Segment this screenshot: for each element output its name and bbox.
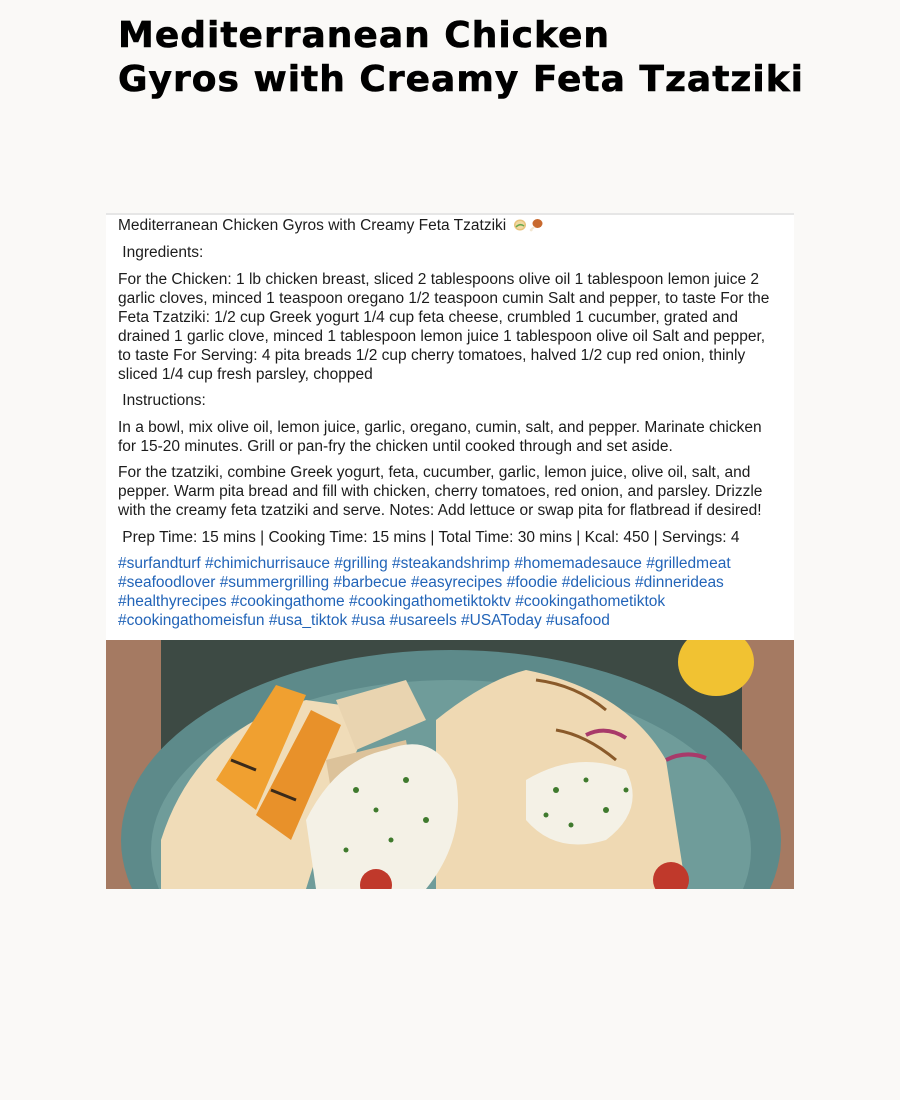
page-title [118, 14, 818, 102]
gyros-photo-illustration [106, 640, 794, 889]
hashtag-link[interactable]: #surfandturf [118, 555, 201, 572]
hashtag-link[interactable]: #steakandshrimp [392, 555, 511, 572]
hashtag-link[interactable]: #usa_tiktok [268, 612, 348, 629]
hashtag-link[interactable]: #USAToday [461, 612, 542, 629]
post-photo[interactable] [106, 640, 794, 889]
pita-emoji-icon [513, 218, 527, 232]
hashtag-link[interactable]: #foodie [506, 574, 558, 591]
hashtag-link[interactable]: #cookingathometiktok [515, 593, 666, 610]
post-card [106, 213, 794, 642]
hashtag-list [118, 554, 782, 642]
hashtag-link[interactable]: #grilling [334, 555, 388, 572]
page-title-line-2: Gyros with Creamy Feta Tzatziki [118, 59, 804, 100]
ingredients-label: Ingredients: [118, 244, 204, 261]
hashtag-link[interactable]: #cookingathometiktoktv [348, 593, 511, 610]
hashtag-link[interactable]: #barbecue [333, 574, 407, 591]
hashtag-link[interactable]: #seafoodlover [118, 574, 216, 591]
recipe-stats: Prep Time: 15 mins | Cooking Time: 15 mins | Total Time: 30 mins | Kcal: 450 | Servings: 4 [118, 529, 740, 546]
post-heading [118, 215, 782, 235]
hashtag-link[interactable]: #cookingathomeisfun [118, 612, 265, 629]
hashtag-link[interactable]: #dinnerideas [635, 574, 724, 591]
page-title-line-1: Mediterranean Chicken [118, 15, 611, 56]
hashtag-link[interactable]: #summergrilling [219, 574, 330, 591]
hashtag-link[interactable]: #usa [351, 612, 386, 629]
hashtag-link[interactable]: #homemadesauce [514, 555, 642, 572]
ingredients-text: For the Chicken: 1 lb chicken breast, sliced 2 tablespoons olive oil 1 tablespoon lemon juice 2 garlic cloves, minced 1 teaspoon oregano 1/2 teaspoon cumin Salt and pepper, to taste For the Feta Tzatziki: 1/2 cup Greek yogurt 1/4 cup feta cheese, crumbled 1 cucumber, grated and drained 1 garlic clove, minced 1 tablespoon lemon juice 1 tablespoon olive oil Salt and pepper, to taste For Serving: 4 pita breads 1/2 cup cherry tomatoes, halved 1/2 cup red onion, thinly sliced 1/4 cup fresh parsley, chopped [118, 271, 770, 383]
hashtag-link[interactable]: #usareels [389, 612, 457, 629]
instruction-step-2: For the tzatziki, combine Greek yogurt, feta, cucumber, garlic, lemon juice, olive oil, salt, and pepper. Warm pita bread and fill with chicken, cherry tomatoes, red onion, and parsley. Drizzle with the creamy feta tzatziki and serve. Notes: Add lettuce or swap pita for flatbread if desired! [118, 464, 763, 519]
hashtag-link[interactable]: #easyrecipes [410, 574, 503, 591]
hashtag-link[interactable]: #grilledmeat [646, 555, 731, 572]
instructions-label: Instructions: [118, 392, 206, 409]
hashtag-link[interactable]: #healthyrecipes [118, 593, 227, 610]
hashtag-link[interactable]: #usafood [546, 612, 610, 629]
hashtag-link[interactable]: #cookingathome [230, 593, 345, 610]
drumstick-emoji-icon [529, 218, 543, 232]
hashtag-link[interactable]: #delicious [561, 574, 631, 591]
post-body [106, 215, 794, 642]
instruction-step-1: In a bowl, mix olive oil, lemon juice, garlic, oregano, cumin, salt, and pepper. Marinate chicken for 15-20 minutes. Grill or pan-fry the chicken until cooked through and set aside. [118, 419, 762, 455]
hashtag-link[interactable]: #chimichurrisauce [205, 555, 330, 572]
post-heading-text: Mediterranean Chicken Gyros with Creamy Feta Tzatziki [118, 217, 507, 234]
